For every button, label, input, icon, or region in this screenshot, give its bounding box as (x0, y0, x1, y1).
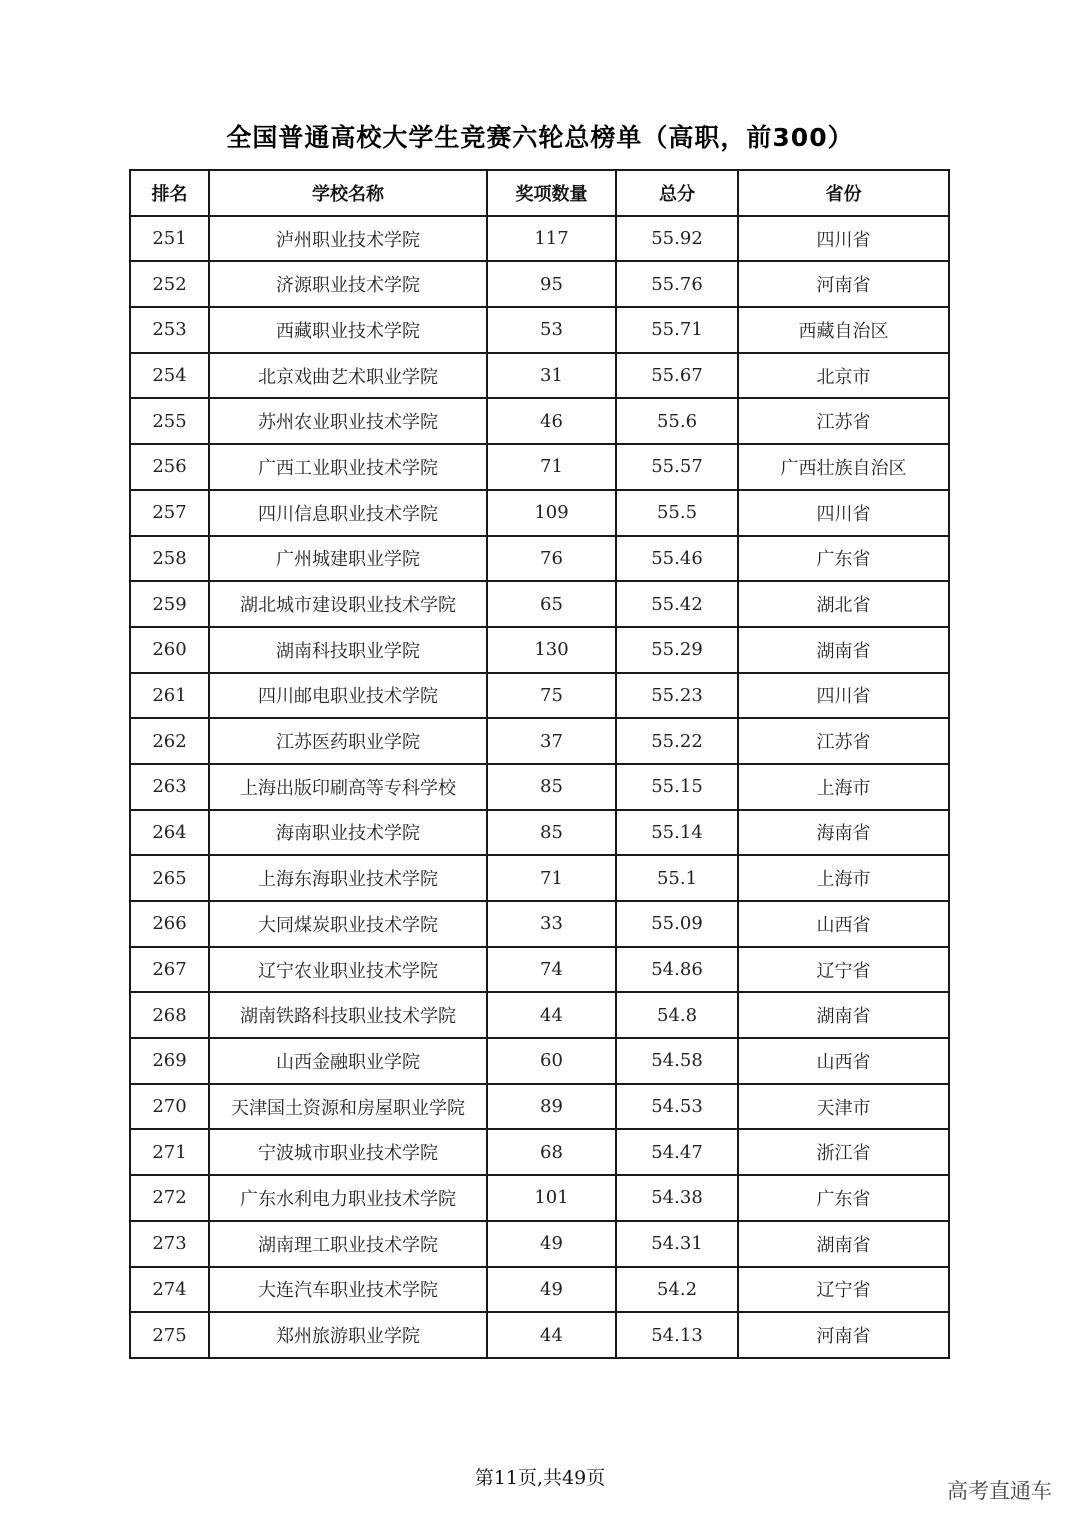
cell-rank: 261 (130, 673, 209, 719)
table-row (130, 1312, 949, 1358)
cell-award-count: 60 (487, 1038, 616, 1084)
table-row (130, 992, 949, 1038)
cell-total-score: 54.53 (616, 1084, 738, 1130)
cell-award-count: 33 (487, 901, 616, 947)
cell-rank: 269 (130, 1038, 209, 1084)
cell-rank: 266 (130, 901, 209, 947)
cell-rank: 254 (130, 353, 209, 399)
cell-rank: 272 (130, 1175, 209, 1221)
cell-award-count: 44 (487, 992, 616, 1038)
table-row (130, 581, 949, 627)
cell-total-score: 55.57 (616, 444, 738, 490)
cell-rank: 258 (130, 536, 209, 582)
cell-award-count: 71 (487, 444, 616, 490)
cell-rank: 256 (130, 444, 209, 490)
table-row (130, 536, 949, 582)
cell-school-name: 山西金融职业学院 (209, 1038, 487, 1084)
cell-award-count: 44 (487, 1312, 616, 1358)
header-award-count: 奖项数量 (487, 170, 616, 216)
page-number: 第11页,共49页 (474, 1467, 606, 1489)
cell-award-count: 89 (487, 1084, 616, 1130)
cell-province: 北京市 (738, 353, 949, 399)
cell-school-name: 四川信息职业技术学院 (209, 490, 487, 536)
cell-rank: 264 (130, 810, 209, 856)
cell-award-count: 68 (487, 1129, 616, 1175)
table-row (130, 764, 949, 810)
table-row (130, 947, 949, 993)
table-row (130, 490, 949, 536)
table-row (130, 398, 949, 444)
cell-award-count: 76 (487, 536, 616, 582)
cell-award-count: 49 (487, 1221, 616, 1267)
table-row (130, 1221, 949, 1267)
cell-school-name: 湖南铁路科技职业技术学院 (209, 992, 487, 1038)
cell-province: 广西壮族自治区 (738, 444, 949, 490)
cell-total-score: 55.14 (616, 810, 738, 856)
cell-school-name: 上海出版印刷高等专科学校 (209, 764, 487, 810)
cell-province: 辽宁省 (738, 1267, 949, 1313)
cell-school-name: 大连汽车职业技术学院 (209, 1267, 487, 1313)
cell-total-score: 54.31 (616, 1221, 738, 1267)
cell-province: 河南省 (738, 261, 949, 307)
cell-rank: 253 (130, 307, 209, 353)
cell-total-score: 55.09 (616, 901, 738, 947)
cell-province: 湖北省 (738, 581, 949, 627)
cell-award-count: 74 (487, 947, 616, 993)
cell-total-score: 55.15 (616, 764, 738, 810)
cell-rank: 260 (130, 627, 209, 673)
cell-province: 辽宁省 (738, 947, 949, 993)
cell-award-count: 75 (487, 673, 616, 719)
cell-school-name: 广州城建职业学院 (209, 536, 487, 582)
table-row (130, 1038, 949, 1084)
table-row (130, 444, 949, 490)
cell-school-name: 湖南科技职业学院 (209, 627, 487, 673)
table-row (130, 810, 949, 856)
table-body (130, 216, 949, 1358)
table-row (130, 353, 949, 399)
cell-total-score: 55.22 (616, 718, 738, 764)
cell-award-count: 71 (487, 855, 616, 901)
cell-rank: 262 (130, 718, 209, 764)
cell-rank: 274 (130, 1267, 209, 1313)
cell-school-name: 苏州农业职业技术学院 (209, 398, 487, 444)
cell-province: 上海市 (738, 855, 949, 901)
table-row (130, 1129, 949, 1175)
header-province: 省份 (738, 170, 949, 216)
cell-rank: 252 (130, 261, 209, 307)
cell-total-score: 54.13 (616, 1312, 738, 1358)
cell-province: 浙江省 (738, 1129, 949, 1175)
cell-award-count: 46 (487, 398, 616, 444)
table-row (130, 1267, 949, 1313)
cell-total-score: 55.1 (616, 855, 738, 901)
cell-school-name: 郑州旅游职业学院 (209, 1312, 487, 1358)
cell-province: 上海市 (738, 764, 949, 810)
cell-rank: 251 (130, 216, 209, 262)
cell-total-score: 55.6 (616, 398, 738, 444)
cell-school-name: 济源职业技术学院 (209, 261, 487, 307)
cell-province: 西藏自治区 (738, 307, 949, 353)
cell-rank: 265 (130, 855, 209, 901)
cell-total-score: 55.76 (616, 261, 738, 307)
cell-province: 四川省 (738, 490, 949, 536)
cell-total-score: 54.58 (616, 1038, 738, 1084)
cell-award-count: 49 (487, 1267, 616, 1313)
cell-total-score: 54.2 (616, 1267, 738, 1313)
cell-total-score: 55.46 (616, 536, 738, 582)
table-row (130, 307, 949, 353)
cell-school-name: 辽宁农业职业技术学院 (209, 947, 487, 993)
cell-school-name: 大同煤炭职业技术学院 (209, 901, 487, 947)
table-row (130, 718, 949, 764)
cell-award-count: 85 (487, 764, 616, 810)
cell-school-name: 广东水利电力职业技术学院 (209, 1175, 487, 1221)
cell-total-score: 55.29 (616, 627, 738, 673)
table-row (130, 901, 949, 947)
cell-award-count: 65 (487, 581, 616, 627)
cell-rank: 259 (130, 581, 209, 627)
cell-rank: 257 (130, 490, 209, 536)
cell-total-score: 55.23 (616, 673, 738, 719)
cell-rank: 267 (130, 947, 209, 993)
cell-province: 四川省 (738, 673, 949, 719)
header-rank: 排名 (130, 170, 209, 216)
cell-province: 河南省 (738, 1312, 949, 1358)
watermark: 高考直通车 (947, 1479, 1052, 1503)
cell-rank: 273 (130, 1221, 209, 1267)
cell-rank: 275 (130, 1312, 209, 1358)
cell-rank: 255 (130, 398, 209, 444)
cell-province: 广东省 (738, 1175, 949, 1221)
cell-province: 四川省 (738, 216, 949, 262)
cell-total-score: 55.67 (616, 353, 738, 399)
cell-total-score: 54.8 (616, 992, 738, 1038)
cell-school-name: 宁波城市职业技术学院 (209, 1129, 487, 1175)
cell-total-score: 54.86 (616, 947, 738, 993)
cell-school-name: 江苏医药职业学院 (209, 718, 487, 764)
cell-award-count: 109 (487, 490, 616, 536)
cell-award-count: 85 (487, 810, 616, 856)
cell-province: 山西省 (738, 901, 949, 947)
cell-school-name: 海南职业技术学院 (209, 810, 487, 856)
ranking-table (129, 169, 950, 1359)
cell-total-score: 55.71 (616, 307, 738, 353)
cell-province: 天津市 (738, 1084, 949, 1130)
cell-school-name: 北京戏曲艺术职业学院 (209, 353, 487, 399)
cell-school-name: 广西工业职业技术学院 (209, 444, 487, 490)
table-row (130, 1084, 949, 1130)
cell-rank: 270 (130, 1084, 209, 1130)
cell-total-score: 54.47 (616, 1129, 738, 1175)
table-header-row (130, 170, 949, 216)
cell-award-count: 117 (487, 216, 616, 262)
cell-school-name: 湖南理工职业技术学院 (209, 1221, 487, 1267)
cell-total-score: 54.38 (616, 1175, 738, 1221)
cell-total-score: 55.92 (616, 216, 738, 262)
cell-school-name: 泸州职业技术学院 (209, 216, 487, 262)
cell-province: 湖南省 (738, 992, 949, 1038)
cell-province: 广东省 (738, 536, 949, 582)
cell-province: 江苏省 (738, 718, 949, 764)
cell-school-name: 天津国土资源和房屋职业学院 (209, 1084, 487, 1130)
cell-award-count: 53 (487, 307, 616, 353)
cell-award-count: 101 (487, 1175, 616, 1221)
cell-province: 山西省 (738, 1038, 949, 1084)
table-row (130, 261, 949, 307)
cell-award-count: 130 (487, 627, 616, 673)
cell-school-name: 四川邮电职业技术学院 (209, 673, 487, 719)
header-total-score: 总分 (616, 170, 738, 216)
cell-province: 海南省 (738, 810, 949, 856)
cell-school-name: 湖北城市建设职业技术学院 (209, 581, 487, 627)
cell-award-count: 31 (487, 353, 616, 399)
cell-total-score: 55.42 (616, 581, 738, 627)
table-row (130, 216, 949, 262)
cell-total-score: 55.5 (616, 490, 738, 536)
page-title: 全国普通高校大学生竞赛六轮总榜单（高职，前300） (226, 123, 854, 152)
cell-province: 湖南省 (738, 627, 949, 673)
table-row (130, 1175, 949, 1221)
cell-province: 江苏省 (738, 398, 949, 444)
table-row (130, 627, 949, 673)
cell-school-name: 西藏职业技术学院 (209, 307, 487, 353)
table-row (130, 673, 949, 719)
cell-rank: 271 (130, 1129, 209, 1175)
cell-rank: 263 (130, 764, 209, 810)
table-row (130, 855, 949, 901)
header-school-name: 学校名称 (209, 170, 487, 216)
cell-rank: 268 (130, 992, 209, 1038)
cell-award-count: 95 (487, 261, 616, 307)
cell-school-name: 上海东海职业技术学院 (209, 855, 487, 901)
cell-award-count: 37 (487, 718, 616, 764)
cell-province: 湖南省 (738, 1221, 949, 1267)
